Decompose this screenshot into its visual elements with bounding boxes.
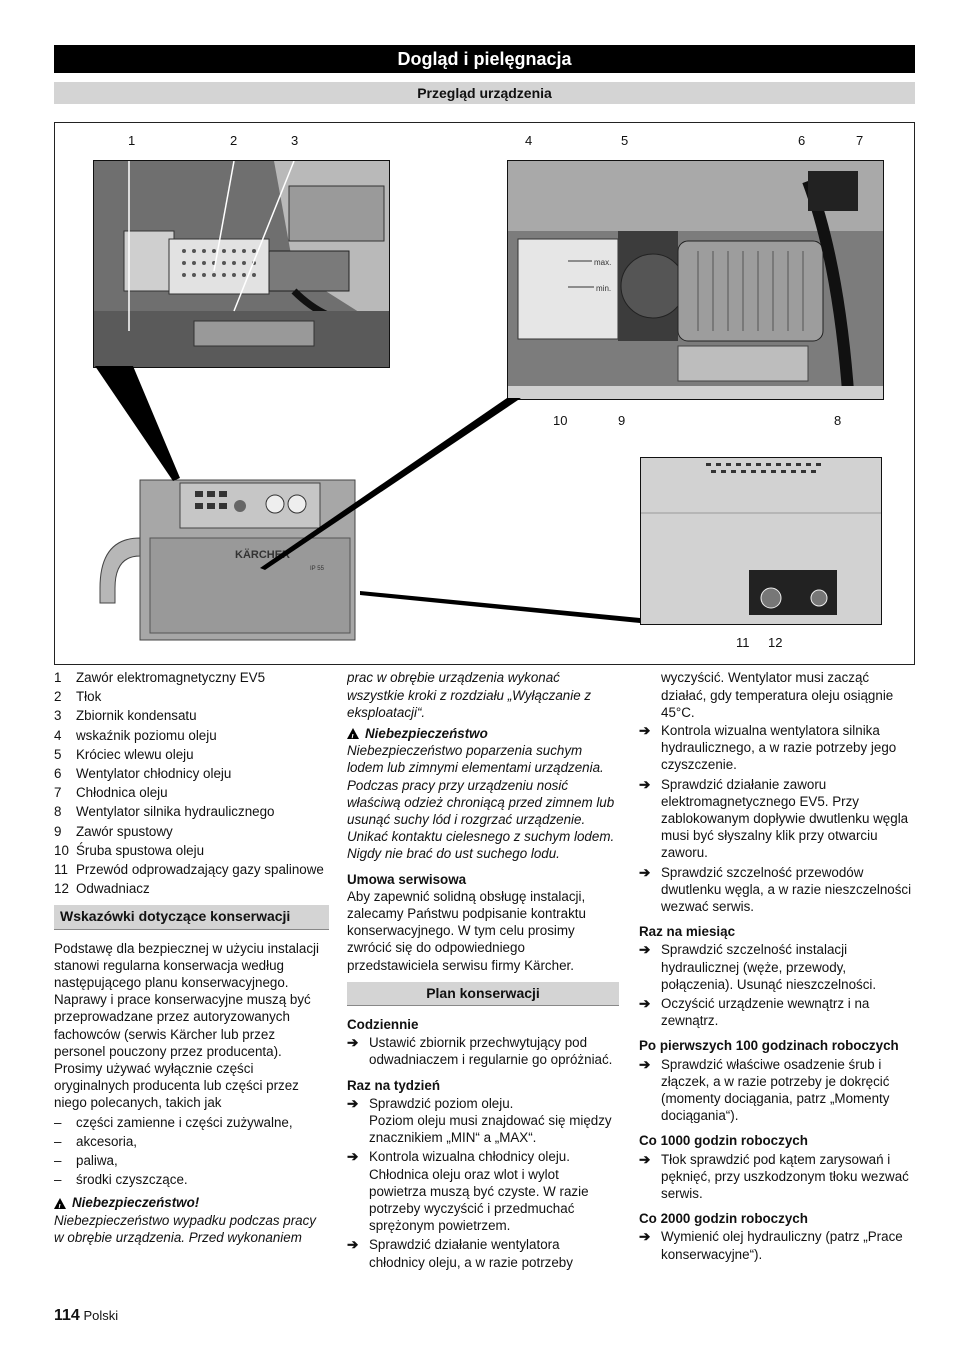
warning-icon bbox=[54, 1198, 66, 1209]
danger-text-part1: Niebezpieczeństwo wypadku podczas pracy w obrębie urządzenia. Przed wykonaniem bbox=[54, 1212, 317, 1245]
page-title: Dogląd i pielęgnacja bbox=[397, 49, 572, 69]
arrow-icon: ➔ bbox=[639, 942, 651, 958]
column-2 bbox=[347, 669, 619, 1272]
daily-item: ➔ Ustawić zbiornik przechwytujący pod odwadniaczem i regularnie go opróżniać. bbox=[347, 1035, 613, 1068]
legend-item: 1 Zawór elektromagnetyczny EV5 bbox=[54, 670, 266, 685]
legend-item: 12 Odwadniacz bbox=[54, 881, 150, 897]
warning-icon bbox=[347, 728, 359, 739]
page-number: 114 bbox=[54, 1307, 80, 1324]
parts-list-item: – paliwa, bbox=[54, 1153, 118, 1169]
callout-10: 10 bbox=[553, 413, 568, 428]
callout-11: 11 bbox=[736, 635, 750, 650]
every-1000h-heading: Co 1000 godzin roboczych bbox=[639, 1133, 808, 1149]
arrow-icon: ➔ bbox=[639, 1229, 651, 1245]
arrow-icon: ➔ bbox=[639, 864, 651, 880]
weekly-heading: Raz na tydzień bbox=[347, 1077, 441, 1093]
legend-item: 11 Przewód odprowadzający gazy spalinowe bbox=[54, 862, 324, 878]
arrow-icon: ➔ bbox=[639, 776, 651, 792]
footer-language: Polski bbox=[83, 1308, 119, 1323]
every-2000h-heading: Co 2000 godzin roboczych bbox=[639, 1211, 808, 1227]
weekly-item-continued: wyczyścić. Wentylator musi zacząć działać, gdy temperatura oleju osiągnie 45°C. bbox=[661, 670, 894, 720]
legend-item: 8 Wentylator silnika hydraulicznego bbox=[54, 804, 275, 820]
legend-item: 4 wskaźnik poziomu oleju bbox=[54, 727, 217, 743]
service-contract-text: Aby zapewnić solidną obsługę instalacji, zalecamy Państwu podpisanie kontraktu konserwacyjnego. W tym celu prosimy zwrócić się do odpowiedniego przedstawiciela serwisu firmy Kärcher. bbox=[347, 888, 586, 973]
first-100h-item: ➔ Sprawdzić właściwe osadzenie śrub i złączek, a w razie potrzeby je dokręcić (momenty dociągania, patrz „Momenty dociągania“). bbox=[639, 1056, 890, 1124]
weekly-item: ➔ Sprawdzić poziom oleju. Poziom oleju musi znajdować się między znacznikiem „MIN“ a „MAX“. bbox=[347, 1095, 612, 1146]
device-overview-figure bbox=[54, 122, 915, 665]
brand-logo: KÄRCHER bbox=[235, 549, 290, 561]
legend-item: 5 Króciec wlewu oleju bbox=[54, 746, 194, 762]
weekly-item: ➔ Sprawdzić szczelność przewodów dwutlenku węgla, a w razie nieszczelności wezwać serwis. bbox=[639, 864, 912, 915]
arrow-icon: ➔ bbox=[639, 1056, 651, 1072]
weekly-item: ➔ Kontrola wizualna chłodnicy oleju. Chłodnica oleju oraz wlot i wylot powietrza muszą być czyste. W razie potrzeby wyczyścić i przedmuchać sprężonym powietrzem. bbox=[347, 1149, 589, 1234]
callout-9: 9 bbox=[618, 413, 626, 428]
section-title-overview: Przegląd urządzenia bbox=[54, 82, 915, 104]
maintenance-plan-heading: Plan konserwacji bbox=[347, 982, 619, 1006]
first-100h-heading: Po pierwszych 100 godzinach roboczych bbox=[639, 1038, 899, 1054]
parts-list-item: – środki czyszczące. bbox=[54, 1172, 188, 1188]
maintenance-notes-p2: Naprawy i prace konserwacyjne muszą być przeprowadzane przez autoryzowanych fachowców (serwis Kärcher lub przez personel pouczony przez producenta). bbox=[54, 992, 311, 1059]
legend-item: 7 Chłodnica oleju bbox=[54, 785, 168, 801]
weekly-item: ➔ Kontrola wizualna wentylatora silnika hydraulicznego, a w razie potrzeby jego czyszczenie. bbox=[639, 723, 897, 773]
arrow-icon: ➔ bbox=[347, 1149, 359, 1165]
every-2000h-item: ➔ Wymienić olej hydrauliczny (patrz „Prace konserwacyjne“). bbox=[639, 1229, 903, 1262]
legend-item: 9 Zawór spustowy bbox=[54, 823, 173, 839]
oil-min-mark: min. bbox=[596, 284, 612, 293]
callout-5: 5 bbox=[621, 133, 629, 148]
arrow-icon: ➔ bbox=[639, 723, 651, 738]
callout-4: 4 bbox=[525, 133, 533, 148]
service-contract-heading: Umowa serwisowa bbox=[347, 871, 467, 887]
column-3 bbox=[639, 669, 914, 1265]
monthly-heading: Raz na miesiąc bbox=[639, 924, 736, 940]
danger-heading-2: ! Niebezpieczeństwo bbox=[347, 725, 619, 742]
daily-heading: Codziennie bbox=[347, 1017, 419, 1033]
maintenance-notes-p1: Podstawę dla bezpiecznej w użyciu instalacji stanowi regularna konserwacja według następującego planu konserwacyjnego. bbox=[54, 940, 319, 991]
callout-3: 3 bbox=[291, 133, 299, 148]
arrow-icon: ➔ bbox=[639, 996, 651, 1012]
legend-list bbox=[54, 669, 329, 897]
legend-item: 3 Zbiornik kondensatu bbox=[54, 708, 197, 724]
callout-7: 7 bbox=[856, 133, 864, 148]
callout-12: 12 bbox=[768, 635, 783, 650]
danger-text-continued: prac w obrębie urządzenia wykonać wszystkie kroki z rozdziału „Wyłączanie z eksploatacji“. bbox=[347, 670, 592, 720]
parts-list-item: – części zamienne i części zużywalne, bbox=[54, 1114, 293, 1130]
oil-max-mark: max. bbox=[594, 258, 612, 267]
arrow-icon: ➔ bbox=[347, 1095, 359, 1111]
legend-item: 10 Śruba spustowa oleju bbox=[54, 842, 205, 858]
monthly-item: ➔ Oczyścić urządzenie wewnątrz i na zewnątrz. bbox=[639, 996, 870, 1029]
maintenance-notes-p3: Prosimy używać wyłącznie części oryginalnych producenta lub części przez niego polecanych, takich jak bbox=[54, 1061, 299, 1111]
danger-text-2: Niebezpieczeństwo poparzenia suchym lodem lub zimnymi elementami urządzenia. Podczas pracy przy urządzeniu nosić właściwą odzież chroniącą przed zimnem lub usunąć suchy lód i rozgrzać urządzenie. Unikać kontaktu cielesnego z suchym lodem. Nigdy nie brać do ust suchego lodu. bbox=[347, 743, 615, 862]
arrow-icon: ➔ bbox=[347, 1035, 359, 1051]
callout-8: 8 bbox=[834, 413, 842, 428]
arrow-icon: ➔ bbox=[639, 1151, 651, 1167]
page-header bbox=[54, 45, 915, 73]
weekly-item: ➔ Sprawdzić działanie wentylatora chłodnicy oleju, a w razie potrzeby bbox=[347, 1237, 573, 1270]
legend-item: 2 Tłok bbox=[54, 689, 102, 705]
page-footer bbox=[54, 1307, 118, 1325]
model-plate: IP 55 bbox=[310, 566, 324, 572]
callout-1: 1 bbox=[128, 133, 136, 148]
weekly-item: ➔ Sprawdzić działanie zaworu elektromagnetycznego EV5. Przy zablokowanym dopływie dwutlenku węgla musi być słyszalny klik przy otwarciu zaworu. bbox=[639, 776, 909, 861]
every-1000h-item: ➔ Tłok sprawdzić pod kątem zarysowań i pęknięć, przy uszkodzonym tłoku wezwać serwis. bbox=[639, 1151, 909, 1202]
column-1 bbox=[54, 669, 329, 1246]
maintenance-notes-heading: Wskazówki dotyczące konserwacji bbox=[54, 905, 329, 929]
arrow-icon: ➔ bbox=[347, 1237, 359, 1253]
danger-heading: ! Niebezpieczeństwo! bbox=[54, 1194, 329, 1211]
callout-6: 6 bbox=[798, 133, 806, 148]
leader-lines bbox=[55, 123, 914, 664]
legend-item: 6 Wentylator chłodnicy oleju bbox=[54, 766, 232, 782]
callout-2: 2 bbox=[230, 133, 238, 148]
parts-list-item: – akcesoria, bbox=[54, 1133, 138, 1149]
monthly-item: ➔ Sprawdzić szczelność instalacji hydraulicznej (węże, przewody, połączenia). Usunąć nieszczelności. bbox=[639, 942, 877, 992]
